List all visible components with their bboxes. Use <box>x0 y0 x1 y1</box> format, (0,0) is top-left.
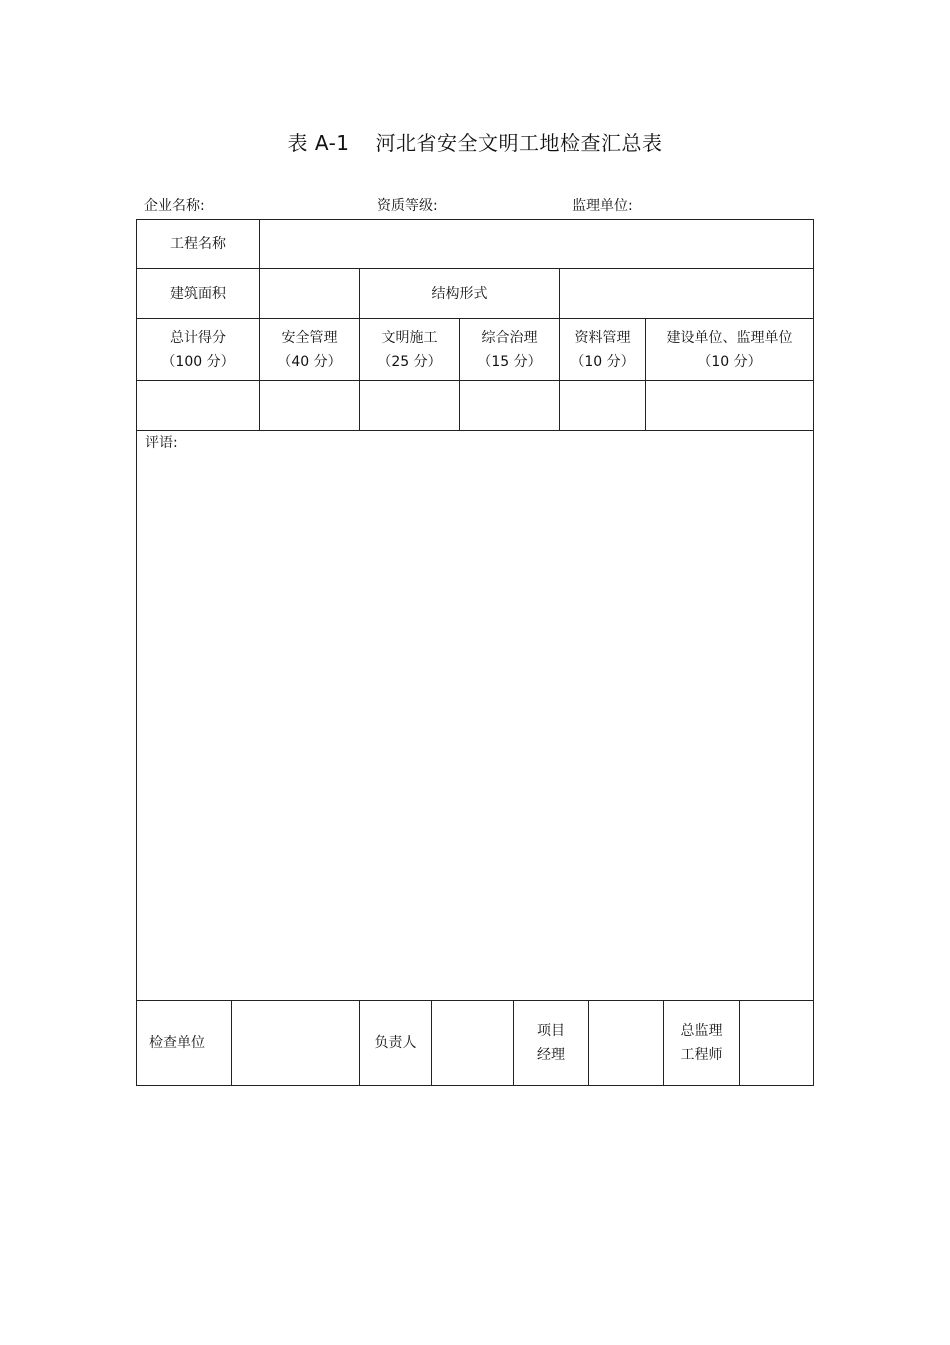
qualification-label: 资质等级: <box>377 198 438 214</box>
inspection-unit-label: 检查单位 <box>149 1035 205 1051</box>
score-value-cell[interactable] <box>560 381 645 430</box>
chief-supervisor-value-cell[interactable] <box>740 1001 813 1085</box>
inspection-summary-table <box>136 219 814 1086</box>
score-label: 资料管理 <box>574 329 631 346</box>
project-manager-value-cell[interactable] <box>589 1001 663 1085</box>
score-value-cell[interactable] <box>360 381 459 430</box>
score-header-total <box>137 319 259 380</box>
score-label: 文明施工 <box>381 329 438 346</box>
score-label: 总计得分 <box>170 329 226 346</box>
score-points: （10 分） <box>570 353 635 370</box>
remarks-area[interactable] <box>137 454 813 1000</box>
score-points: （15 分） <box>477 353 542 370</box>
score-points: （100 分） <box>161 353 235 370</box>
supervisor-unit-label: 监理单位: <box>572 198 633 214</box>
person-in-charge-label: 负责人 <box>374 1035 417 1051</box>
score-points: （25 分） <box>377 353 442 370</box>
project-manager-label <box>514 1001 588 1085</box>
score-value-cell[interactable] <box>137 381 259 430</box>
score-header-owner-supervisor <box>646 319 813 380</box>
score-label: 综合治理 <box>481 329 538 346</box>
label-line: 工程师 <box>680 1047 723 1063</box>
score-header-civilized <box>360 319 459 380</box>
chief-supervisor-label <box>664 1001 739 1085</box>
score-label: 安全管理 <box>281 329 338 346</box>
page-title <box>0 127 950 156</box>
building-area-label: 建筑面积 <box>170 285 226 302</box>
inspection-unit-value-cell[interactable] <box>232 1001 359 1085</box>
score-header-governance <box>460 319 559 380</box>
score-points: （10 分） <box>697 353 762 370</box>
score-label: 建设单位、监理单位 <box>666 329 793 346</box>
remarks-label: 评语: <box>145 435 178 451</box>
score-points: （40 分） <box>277 353 342 370</box>
score-header-safety <box>260 319 359 380</box>
score-value-cell[interactable] <box>460 381 559 430</box>
project-name-value-cell[interactable] <box>260 220 813 268</box>
structure-form-value-cell[interactable] <box>560 269 813 318</box>
table-code: 表 A-1 <box>287 131 350 155</box>
project-name-label: 工程名称 <box>170 236 226 252</box>
score-value-cell[interactable] <box>260 381 359 430</box>
person-in-charge-value-cell[interactable] <box>432 1001 513 1085</box>
label-line: 总监理 <box>680 1023 723 1039</box>
building-area-value-cell[interactable] <box>260 269 359 318</box>
structure-form-label: 结构形式 <box>431 285 488 302</box>
score-value-cell[interactable] <box>646 381 813 430</box>
label-line: 经理 <box>537 1047 565 1063</box>
score-header-documents <box>560 319 645 380</box>
label-line: 项目 <box>537 1023 565 1039</box>
row-divider <box>137 430 813 431</box>
table-title: 河北省安全文明工地检查汇总表 <box>375 131 663 155</box>
company-name-label: 企业名称: <box>144 198 205 214</box>
